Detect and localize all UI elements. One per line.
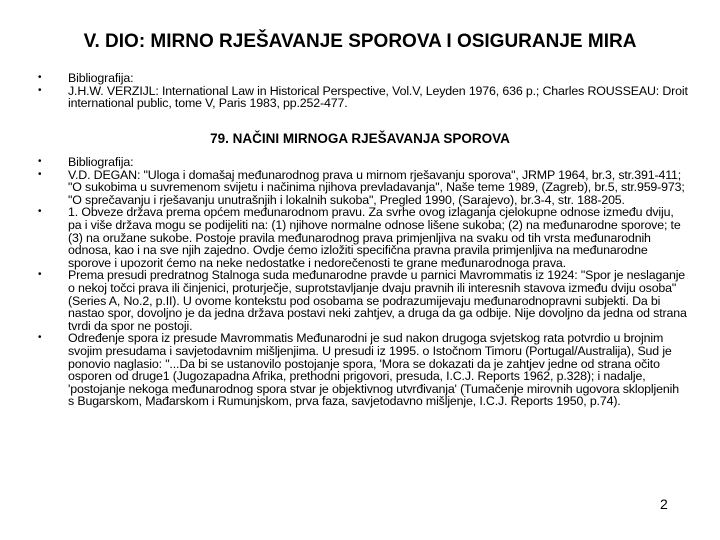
list-item: • J.H.W. VERZIJL: International Law in Historical Perspective, Vol.V, Leyden 1976, 636 p.; Charles ROUSSEAU: Droit international public, tome V, Paris 1983, pp.252-477. <box>38 83 688 111</box>
content-list <box>38 156 688 408</box>
bullet-icon: • <box>38 269 42 281</box>
bullet-icon: • <box>38 72 42 83</box>
bullet-icon: • <box>38 206 42 218</box>
list-item: • Bibliografija: <box>38 71 134 85</box>
bullet-icon: • <box>38 168 42 180</box>
slide-title: V. DIO: MIRNO RJEŠAVANJE SPOROVA I OSIGURANJE MIRA <box>83 31 637 52</box>
bullet-icon: • <box>38 84 42 96</box>
bullet-icon: • <box>38 332 42 344</box>
bibliography-list <box>38 72 688 110</box>
list-item: • Određenje spora iz presude Mavrommatis Međunarodni je sud nakon drugoga svjetskog rata potvrdio u brojnim svojim presudama i savjetodavnim mišljenjima. U presudi iz 1995. o Istočnom Timoru (Portugal/Australija), Sud je ponovio naglasio: "...Da bi se ustanovilo postojanje spora, 'Mora se dokazati da je zahtjev jedne od strana očito osporen od druge1 (Jugozapadna Afrika, prethodni prigovori, presuda, I.C.J. Reports 1962, p.328); i nadalje, 'postojanje nekoga međunarodnog spora stvar je objektivnog utvrđivanja' (Tumačenje mirovnih ugovora sklopljenih s Bugarskom, Mađarskom i Rumunjskom, prva faza, savjetodavno mišljenje, I.C.J. Reports 1950, p.74). <box>38 331 679 409</box>
bullet-icon: • <box>38 156 42 167</box>
section-subtitle: 79. NAČINI MIRNOGA RJEŠAVANJA SPOROVA <box>210 131 510 146</box>
list-item: • Prema presudi predratnog Stalnoga suda međunarodne pravde u parnici Mavrommatis iz 1924: "Spor je neslaganje o nekoj točci prava ili činjenici, proturječje, suprotstavljanje dvaju pravnih ili interesnih stavova između dviju osoba" (Series A, No.2, p.II). U ovome kontekstu pod osobama se podrazumijevaju međunarodnopravni subjekti. Da bi nastao spor, dovoljno je da jedna država postavi neki zahtjev, a druga da ga odbije. Nije dovoljno da jedna od strana tvrdi da spor ne postoji. <box>38 268 687 333</box>
list-item: • V.D. DEGAN: "Uloga i domašaj međunarodnog prava u mirnom rješavanju sporova", JRMP 1964, br.3, str.391-411; "O sukobima u suvremenom svijetu i načinima njihova prevladavanja", Naše teme 1989, (Zagreb), br.5, str.959-973; "O sprečavanju i rješavanju unutrašnjih i lokalnih sukoba", Pregled 1990, (Sarajevo), br.3-4, str. 188-205. <box>38 167 685 207</box>
list-item: • Bibliografija: <box>38 155 134 169</box>
page-number: 2 <box>660 496 668 512</box>
list-item: • 1. Obveze država prema općem međunarodnom pravu. Za svrhe ovog izlaganja cjelokupne odnose između dviju, pa i više država mogu se podijeliti na: (1) njihove normalne odnose lišene sukoba; (2) na međunarodne sporove; te (3) na oružane sukobe. Postoje pravila međunarodnog prava primjenljiva na svaku od tih vrsta međunarodnih odnosa, kao i na sve njih zajedno. Ovdje ćemo izložiti specifična pravna pravila primjenljiva na međunarodne sporove i upozorit ćemo na neke nedostatke i nedorečenosti te grane međunarodnoga prava. <box>38 205 681 270</box>
